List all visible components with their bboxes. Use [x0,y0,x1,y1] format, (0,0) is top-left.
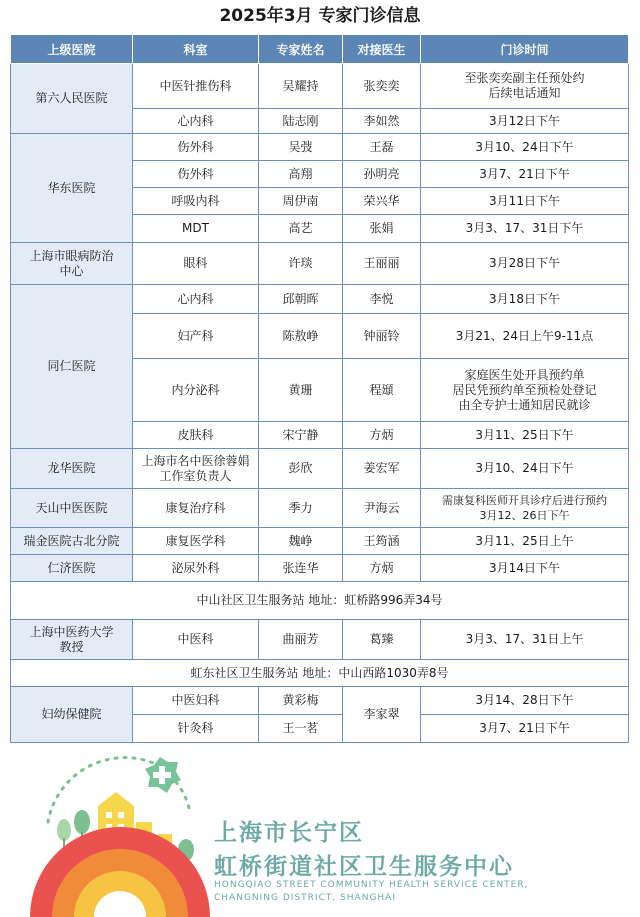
time-cell: 3月11、25日上午 [421,528,629,555]
expert-cell: 张连华 [259,555,343,582]
table-row [11,555,629,582]
schedule-table [10,34,629,743]
hospital-cell: 第六人民医院 [11,64,133,134]
dept-cell: 皮肤科 [133,422,259,449]
expert-cell: 黄彩梅 [259,687,343,715]
doctor-cell: 葛臻 [343,620,421,660]
expert-cell: 黄珊 [259,359,343,422]
doctor-cell: 孙明亮 [343,161,421,188]
time-cell: 3月7、21日下午 [421,715,629,743]
hospital-cell: 华东医院 [11,134,133,243]
dept-cell: 泌尿外科 [133,555,259,582]
expert-cell: 季力 [259,489,343,528]
expert-cell: 王一茗 [259,715,343,743]
table-header-row [11,35,629,64]
doctor-cell: 方炳 [343,422,421,449]
hospital-cell: 仁济医院 [11,555,133,582]
time-cell: 3月21、24日上午9-11点 [421,314,629,359]
time-cell: 3月14日下午 [421,555,629,582]
dept-cell: 伤外科 [133,134,259,161]
time-cell: 至张奕奕副主任预处约 后续电话通知 [421,64,629,109]
time-cell: 3月3、17、31日上午 [421,620,629,660]
doctor-cell: 程頲 [343,359,421,422]
header-time: 门诊时间 [421,35,629,64]
doctor-cell: 王磊 [343,134,421,161]
header-hospital: 上级医院 [11,35,133,64]
hospital-cell: 上海市眼病防治 中心 [11,243,133,285]
doctor-cell: 张娟 [343,215,421,243]
doctor-cell: 李悦 [343,285,421,314]
doctor-cell: 方炳 [343,555,421,582]
expert-cell: 高翔 [259,161,343,188]
hospital-cell: 龙华医院 [11,449,133,489]
doctor-cell: 王丽丽 [343,243,421,285]
doctor-cell: 王筠涵 [343,528,421,555]
hospital-cell: 天山中医医院 [11,489,133,528]
logo-english-line2: CHANGNING DISTRICT, SHANGHAI [214,893,396,903]
table-row [11,285,629,314]
station-address: 中山社区卫生服务站 地址：虹桥路996弄34号 [11,582,629,620]
table-row [11,449,629,489]
dept-cell: 康复治疗科 [133,489,259,528]
table-row [11,582,629,620]
dept-cell: 中医妇科 [133,687,259,715]
table-row [11,243,629,285]
dept-cell: 内分泌科 [133,359,259,422]
expert-cell: 许琰 [259,243,343,285]
time-cell: 3月10、24日下午 [421,449,629,489]
hospital-cell: 妇幼保健院 [11,687,133,743]
dept-cell: 眼科 [133,243,259,285]
table-row [11,687,629,715]
doctor-cell: 钟丽铃 [343,314,421,359]
doctor-cell: 荣兴华 [343,188,421,215]
time-cell: 3月11日下午 [421,188,629,215]
table-row [11,134,629,161]
time-cell: 3月14、28日下午 [421,687,629,715]
dept-cell: 康复医学科 [133,528,259,555]
dept-cell: 针灸科 [133,715,259,743]
hospital-cell: 上海中医药大学 教授 [11,620,133,660]
time-cell: 3月18日下午 [421,285,629,314]
dept-cell: 伤外科 [133,161,259,188]
expert-cell: 吴耀持 [259,64,343,109]
page-title: 2025年3月 专家门诊信息 [219,6,421,26]
time-cell: 3月7、21日下午 [421,161,629,188]
doctor-cell: 尹海云 [343,489,421,528]
doctor-cell: 张奕奕 [343,64,421,109]
station-address: 虹东社区卫生服务站 地址：中山西路1030弄8号 [11,660,629,687]
hospital-cell: 同仁医院 [11,285,133,449]
expert-cell: 陈敖峥 [259,314,343,359]
expert-cell: 曲丽芳 [259,620,343,660]
table-row [11,660,629,687]
header-doctor: 对接医生 [343,35,421,64]
dept-cell: 心内科 [133,109,259,134]
expert-cell: 周伊南 [259,188,343,215]
time-cell: 需康复科医师开具诊疗后进行预约 3月12、26日下午 [421,489,629,528]
expert-cell: 魏峥 [259,528,343,555]
header-dept: 科室 [133,35,259,64]
table-row [11,620,629,660]
logo-district-name: 上海市长宁区 [214,820,364,846]
header-expert: 专家姓名 [259,35,343,64]
expert-cell: 彭欣 [259,449,343,489]
dept-cell: 呼吸内科 [133,188,259,215]
dept-cell: 上海市名中医徐蓉娟 工作室负责人 [133,449,259,489]
time-cell: 家庭医生处开具预约单 居民凭预约单至预检处登记 由全专护士通知居民就诊 [421,359,629,422]
doctor-cell: 李如然 [343,109,421,134]
expert-cell: 高艺 [259,215,343,243]
doctor-cell: 姜宏军 [343,449,421,489]
doctor-cell: 李家翠 [343,687,421,743]
expert-cell: 邱朝晖 [259,285,343,314]
logo-english-line1: HONGQIAO STREET COMMUNITY HEALTH SERVICE CENTER, [214,880,529,890]
time-cell: 3月3、17、31日下午 [421,215,629,243]
hospital-cell: 瑞金医院古北分院 [11,528,133,555]
table-row [11,528,629,555]
expert-cell: 宋宁静 [259,422,343,449]
table-row [11,64,629,109]
dept-cell: 中医针推伤科 [133,64,259,109]
time-cell: 3月12日下午 [421,109,629,134]
logo-center-name: 虹桥街道社区卫生服务中心 [214,854,514,880]
expert-cell: 吴弢 [259,134,343,161]
dept-cell: 妇产科 [133,314,259,359]
dept-cell: MDT [133,215,259,243]
time-cell: 3月28日下午 [421,243,629,285]
time-cell: 3月11、25日下午 [421,422,629,449]
expert-cell: 陆志刚 [259,109,343,134]
table-row [11,489,629,528]
dept-cell: 心内科 [133,285,259,314]
dept-cell: 中医科 [133,620,259,660]
time-cell: 3月10、24日下午 [421,134,629,161]
